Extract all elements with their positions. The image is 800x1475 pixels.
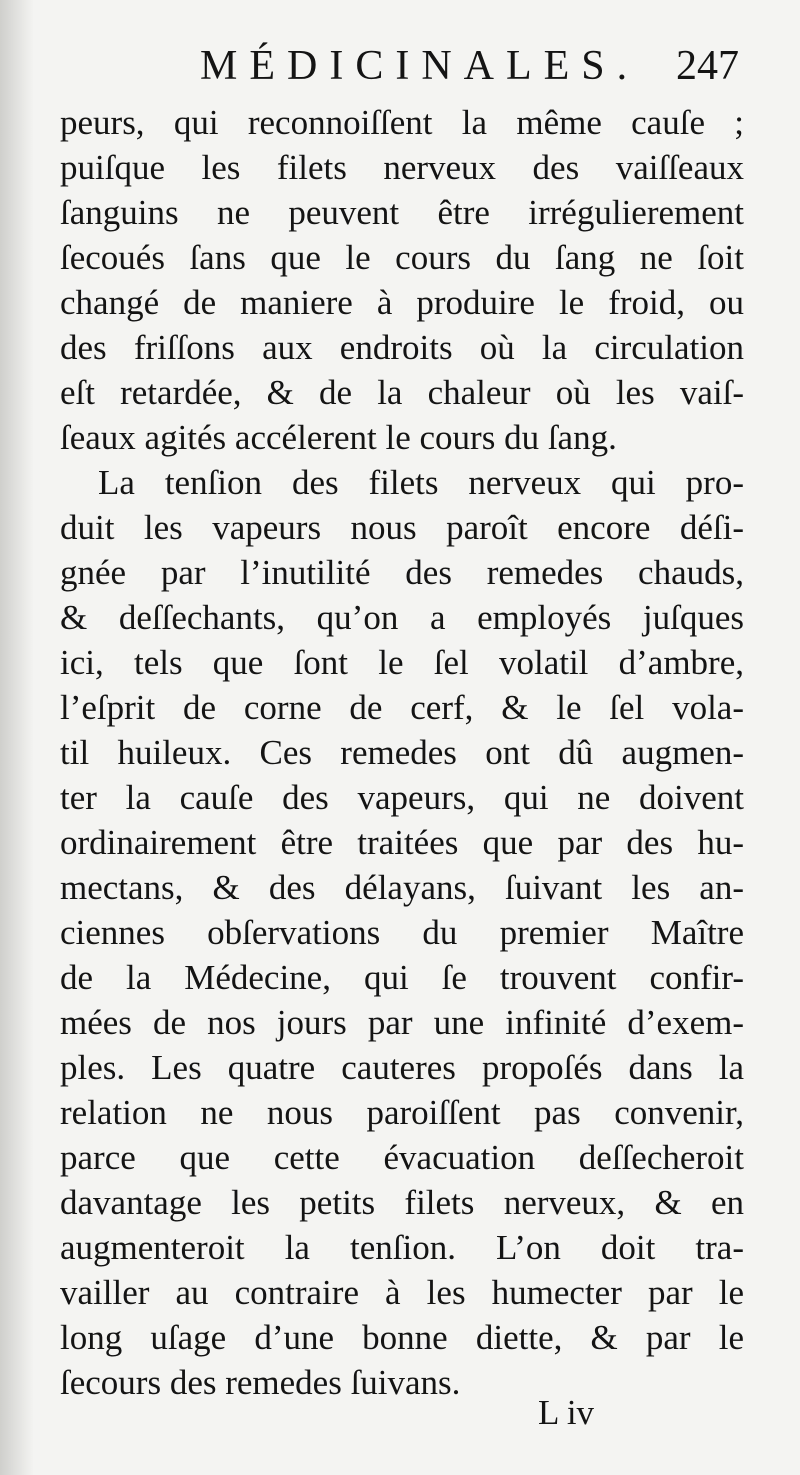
text-line: l’eſprit de corne de cerf, & le ſel vola- xyxy=(60,688,744,727)
text-line: til huileux. Ces remedes ont dû augmen- xyxy=(60,733,744,772)
text-line: vailler au contraire à les humecter par le xyxy=(60,1273,744,1312)
text-line: des friſſons aux endroits où la circulation xyxy=(60,328,744,367)
body-text xyxy=(60,100,744,1405)
text-line: mées de nos jours par une infinité d’exem- xyxy=(60,1003,744,1042)
text-line: eſt retardée, & de la chaleur où les vaiſ- xyxy=(60,373,744,412)
gutter-shadow xyxy=(0,0,34,1475)
text-line: ici, tels que ſont le ſel volatil d’ambre, xyxy=(60,643,744,682)
text-line: ordinairement être traitées que par des hu- xyxy=(60,823,744,862)
text-line: ſeaux agités accélerent le cours du ſang. xyxy=(60,418,617,457)
text-line: long uſage d’une bonne diette, & par le xyxy=(60,1318,744,1357)
running-head: MÉDICINALES. xyxy=(200,43,640,89)
text-line: gnée par l’inutilité des remedes chauds, xyxy=(60,553,744,592)
text-line: ſanguins ne peuvent être irrégulierement xyxy=(60,193,744,232)
text-line: mectans, & des délayans, ſuivant les an- xyxy=(60,868,744,907)
signature-mark: L iv xyxy=(538,1393,595,1432)
paragraph-1 xyxy=(60,100,744,460)
page-header xyxy=(0,42,800,102)
text-line: relation ne nous paroiſſent pas convenir, xyxy=(60,1093,744,1132)
page-number: 247 xyxy=(676,43,739,89)
text-line: davantage les petits filets nerveux, & en xyxy=(60,1183,744,1222)
text-line: ciennes obſervations du premier Maître xyxy=(60,913,744,952)
text-line: & deſſechants, qu’on a employés juſques xyxy=(60,598,744,637)
text-line: ſecoués ſans que le cours du ſang ne ſoit xyxy=(60,238,744,277)
text-line: ter la cauſe des vapeurs, qui ne doivent xyxy=(60,778,744,817)
text-line: duit les vapeurs nous paroît encore déſi- xyxy=(60,508,744,547)
text-line: ſecours des remedes ſuivans. xyxy=(60,1363,461,1402)
text-line: La tenſion des filets nerveux qui pro- xyxy=(98,463,744,502)
text-line: de la Médecine, qui ſe trouvent confir- xyxy=(60,958,744,997)
text-line: parce que cette évacuation deſſecheroit xyxy=(60,1138,744,1177)
text-line: changé de maniere à produire le froid, ou xyxy=(60,283,744,322)
text-line: ples. Les quatre cauteres propoſés dans la xyxy=(60,1048,744,1087)
text-line: augmenteroit la tenſion. L’on doit tra- xyxy=(60,1228,744,1267)
text-line: puiſque les filets nerveux des vaiſſeaux xyxy=(60,148,744,187)
paragraph-2 xyxy=(60,460,744,1405)
text-line: peurs, qui reconnoiſſent la même cauſe ; xyxy=(60,103,744,142)
